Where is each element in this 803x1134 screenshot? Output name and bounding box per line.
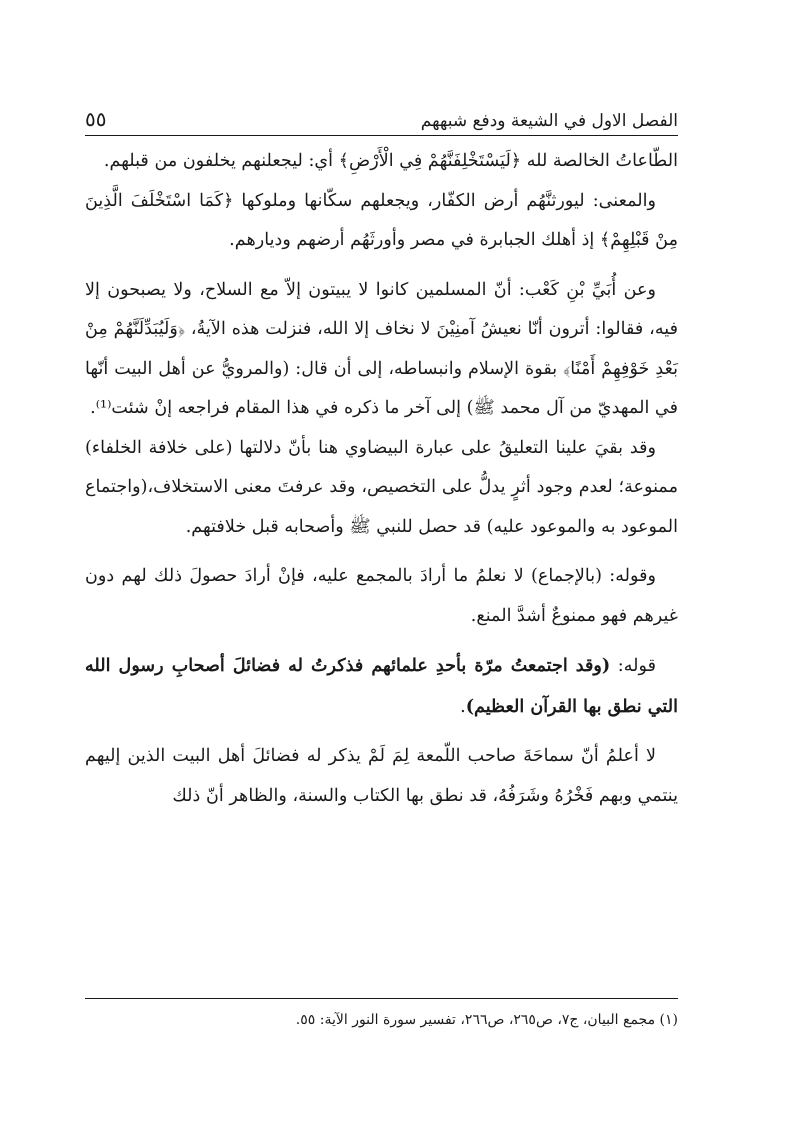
footnote-divider [85,998,678,999]
footnote: (١) مجمع البيان، ج٧، ص٢٦٥، ص٢٦٦، تفسير سورة النور الآية: ٥٥. [295,1012,678,1028]
paragraph-5: وقوله: (بالإجماع) لا نعلمُ ما أرادَ بالمجمع عليه، فإنْ أرادَ حصولَ ذلك لهم دون غيرهم فهو ممنوعٌ أشدَّ المنع. [85,566,678,626]
paragraph-6: لا أعلمُ أنّ سماحَةَ صاحب اللّمعة لِمَ لَمْ يذكر له فضائلَ أهل البيت الذين إليهم ينتمي وبهم فَخْرُهُ وشَرَفُهُ، قد نطق بها الكتاب والسنة، والظاهر أنّ ذلك [85,746,678,806]
quote-prefix: قوله: [610,656,656,676]
header-divider [85,135,678,136]
paragraph-1: الطّاعاتُ الخالصة لله ﴿لَيَسْتَخْلِفَنَّهُمْ فِي الْأَرْضِ﴾ أي: ليجعلنهم يخلفون من قبلهم. [103,151,678,171]
running-header [85,95,678,135]
chapter-title: الفصل الاول في الشيعة ودفع شبههم [420,111,678,131]
quote-bold-text: (وقد اجتمعتُ مرّة بأحدِ علمائهم فذكرتُ له فضائلَ أصحابِ رسول الله التي نطق بها القرآن العظيم) [85,655,678,717]
page-number: ٥٥ [85,107,107,131]
quote-suffix: . [460,696,466,717]
paragraph-2: والمعنى: ليورثنَّهُم أرض الكفّار، ويجعلهم سكّانها وملوكها ﴿كَمَا اسْتَخْلَفَ الَّذِينَ مِنْ قَبْلِهِمْ﴾ إذ أهلك الجبابرة في مصر وأورثَهُم أرضهم وديارهم. [85,190,678,250]
main-text [85,142,678,816]
paragraph-3: وعن أُبَيِّ بْنِ كَعْب: أنّ المسلمين كانوا لا يبيتون إلاّ مع السلاح، ولا يصبحون إلا فيه، فقالوا: أترون أنّا نعيشُ آمنِيْنَ لا نخاف إلا الله، فنزلت هذه الآيةُ، ﴿وَلَيُبَدِّلَنَّهُمْ مِنْ بَعْدِ خَوْفِهِمْ أَمْنًا﴾ بقوة الإسلام وانبساطه، إلى أن قال: (والمرويُّ عن أهل البيت أنّها في المهديّ من آل محمد ﷺ) إلى آخر ما ذكره في هذا المقام فراجعه إنْ شئت⁽¹⁾. [85,279,678,418]
quote-paragraph [85,646,678,727]
paragraph-4: وقد بقيَ علينا التعليقُ على عبارة البيضاوي هنا بأنّ دلالتها (على خلافة الخلفاء) ممنوعة؛ لعدم وجود أثرٍ يدلُّ على التخصيص، وقد عرفتَ معنى الاستخلاف،(واجتماع الموعود به والموعود عليه) قد حصل للنبي ﷺ وأصحابه قبل خلافتهم. [85,437,678,537]
book-page [85,95,678,1085]
